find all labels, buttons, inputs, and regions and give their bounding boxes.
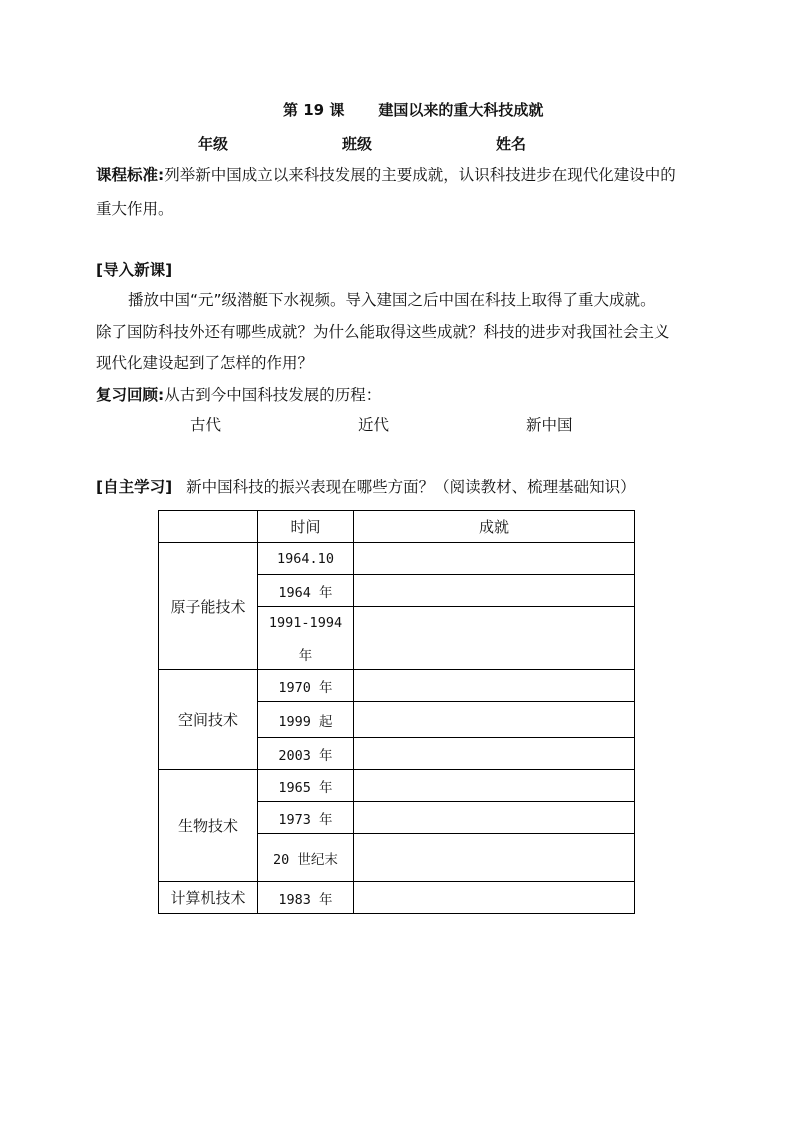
achievement-cell[interactable]	[354, 882, 635, 914]
header-cell-blank	[159, 511, 258, 543]
achievement-cell[interactable]	[354, 834, 635, 882]
era-modern: 近代	[358, 416, 390, 434]
course-standard	[96, 163, 676, 185]
lesson-title	[283, 99, 543, 120]
table-row	[159, 670, 635, 702]
review-text: 从古到今中国科技发展的历程：	[164, 386, 382, 404]
lesson-name: 建国以来的重大科技成就	[378, 101, 544, 119]
header-cell-time: 时间	[258, 511, 354, 543]
category-atomic: 原子能技术	[159, 543, 258, 670]
name-label: 姓名	[496, 135, 527, 153]
achievements-table	[158, 510, 635, 914]
time-cell: 20 世纪末	[258, 834, 354, 882]
intro-line-1: 播放中国“元”级潜艇下水视频。导入建国之后中国在科技上取得了重大成就。	[128, 291, 656, 309]
course-standard-label: 课程标准:	[96, 166, 165, 184]
achievement-cell[interactable]	[354, 702, 635, 738]
review	[96, 383, 381, 405]
achievement-cell[interactable]	[354, 543, 635, 575]
category-bio: 生物技术	[159, 770, 258, 882]
table-row	[159, 882, 635, 914]
time-cell: 1964.10	[258, 543, 354, 575]
achievement-cell[interactable]	[354, 738, 635, 770]
era-new-china: 新中国	[526, 416, 573, 434]
time-cell: 1983 年	[258, 882, 354, 914]
self-study-text: 新中国科技的振兴表现在哪些方面？（阅读教材、梳理基础知识）	[186, 478, 636, 496]
achievement-cell[interactable]	[354, 607, 635, 670]
self-study-heading: [自主学习]	[96, 478, 173, 496]
lesson-number: 第 19 课	[283, 101, 345, 119]
intro-heading: [导入新课]	[96, 261, 173, 279]
achievement-cell[interactable]	[354, 802, 635, 834]
time-cell: 1991-1994	[258, 607, 354, 639]
course-standard-text-1: 列举新中国成立以来科技发展的主要成就，认识科技进步在现代化建设中的	[164, 166, 676, 184]
course-standard-text-2: 重大作用。	[96, 200, 174, 218]
category-computer: 计算机技术	[159, 882, 258, 914]
class-label: 班级	[342, 135, 373, 153]
table-header-row	[159, 511, 635, 543]
table-row	[159, 770, 635, 802]
achievement-cell[interactable]	[354, 575, 635, 607]
time-cell: 1964 年	[258, 575, 354, 607]
time-cell: 2003 年	[258, 738, 354, 770]
self-study	[96, 475, 636, 497]
category-space: 空间技术	[159, 670, 258, 770]
time-cell: 1965 年	[258, 770, 354, 802]
table-row	[159, 543, 635, 575]
time-cell: 1970 年	[258, 670, 354, 702]
intro-line-3: 现代化建设起到了怎样的作用？	[96, 354, 314, 372]
time-cell: 年	[258, 639, 354, 670]
era-ancient: 古代	[190, 416, 222, 434]
review-label: 复习回顾:	[96, 386, 165, 404]
grade-label: 年级	[198, 135, 229, 153]
time-cell: 1999 起	[258, 702, 354, 738]
header-cell-achievement: 成就	[354, 511, 635, 543]
time-cell: 1973 年	[258, 802, 354, 834]
intro-line-2: 除了国防科技外还有哪些成就？为什么能取得这些成就？科技的进步对我国社会主义	[96, 323, 670, 341]
achievement-cell[interactable]	[354, 670, 635, 702]
achievement-cell[interactable]	[354, 770, 635, 802]
